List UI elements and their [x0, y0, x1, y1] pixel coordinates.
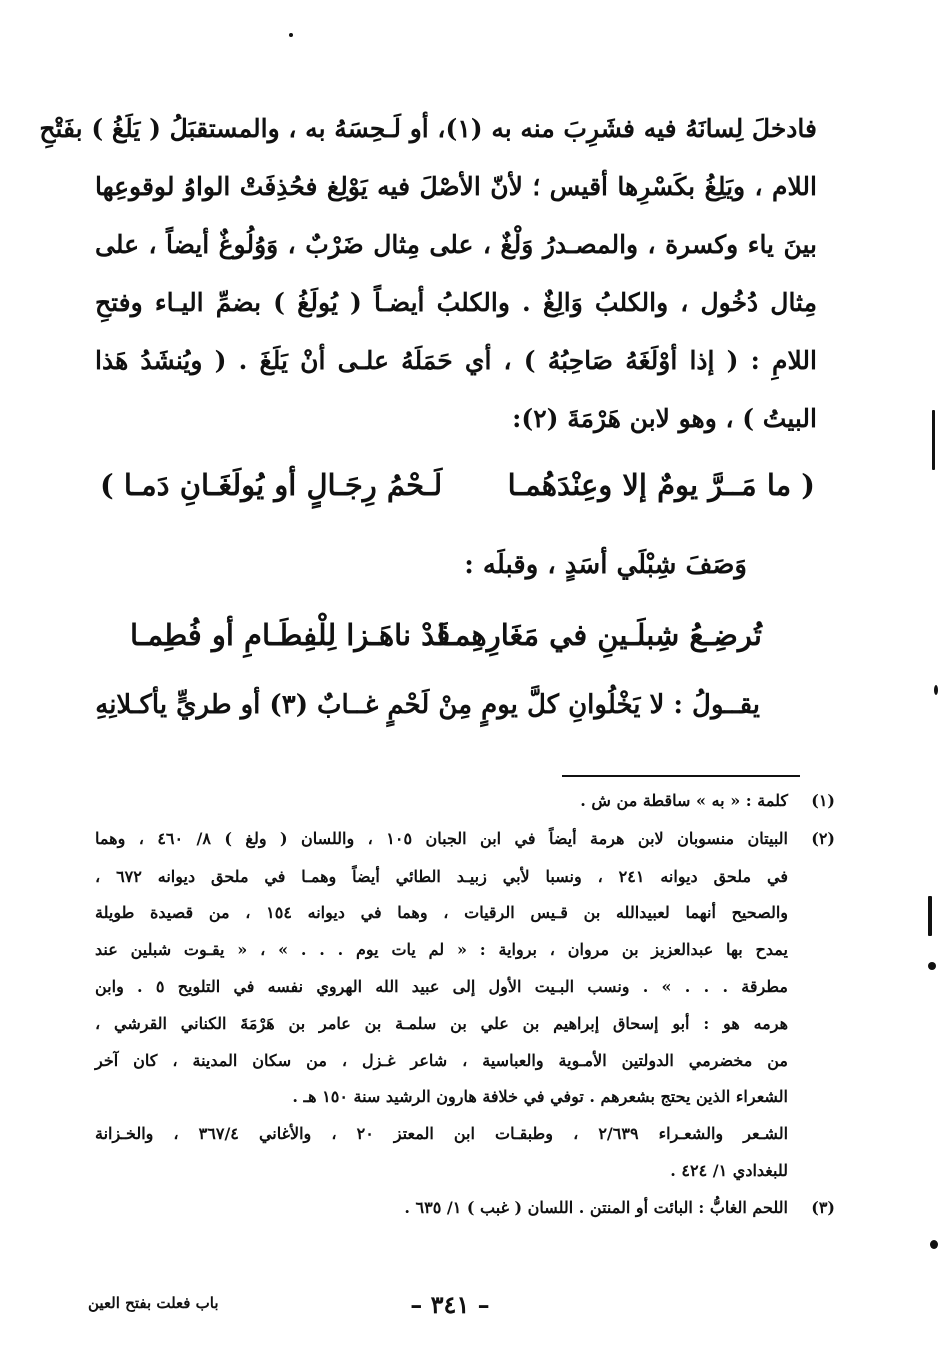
footnote-line: كلمة : « به » ساقطة من ش . [580, 791, 788, 810]
scan-mark [932, 410, 935, 470]
footnote-line: الشـعر والشعـراء ٢/٦٣٩ ، وطبقـات ابن المعتز ٢٠ ، والأغاني ٣٦٧/٤ ، والخـزانة [95, 1124, 789, 1143]
verse-line [100, 468, 815, 512]
footnote-line: يمدح بها عبدالعزيز بن مروان ، برواية : « لم يات يوم . . . » ، « يقـوت شبلين عند [95, 940, 788, 959]
text-line: مِثال دُخُول ، والكلبُ وَالِغٌ . والكلبُ أيضـاً ( يُولَغُ ) بضمِّ اليـاء وفتحِ [95, 288, 817, 317]
footnote-line: الشعراء الذين يحتج بشعرهم . توفي في خلافة هارون الرشيد سنة ١٥٠ هـ . [292, 1087, 788, 1106]
explanation-line: يقــولُ : لا يَخْلُوانِ كلَّ يومٍ مِنْ لَحْمٍ غــابٌ (٣) أو طريٍّ يأكـلانِهِ [95, 690, 760, 720]
verse-second-hemistich: لَـحْمُ رِجَـالٍ أو يُولَغَـانِ دَمـا ) [100, 468, 443, 502]
verse-first-hemistich: ( ما مَــرَّ يومٌ إلا وعِنْدَهُمـا [507, 468, 815, 502]
scan-mark [928, 896, 932, 936]
footnote-line: اللحم الغابُّ : البائت أو المنتن . اللسان ( غبب ) ١/ ٦٣٥ . [404, 1198, 788, 1217]
prose-line: وَصَفَ شِبْلَي أسَدٍ ، وقبلَه : [464, 550, 747, 580]
scan-speck [289, 33, 293, 37]
scan-speck [934, 685, 938, 695]
page-number: – ٣٤١ – [410, 1290, 490, 1319]
text-line: بينَ ياء وكسرة ، والمصـدرُ وَلْغٌ ، على مِثال ضَرْبٌ ، وَوُلُوغٌ أيضاً ، على [95, 230, 817, 259]
footnote-line: البيتان منسوبان لابن هرمة أيضاً في ابن الجبان ١٠٥ ، واللسان ( ولغ ) ٨/ ٤٦٠ ، وهما [95, 829, 788, 848]
verse-line [130, 618, 762, 662]
footnote-number: (١) [811, 791, 835, 810]
footnote-number: (٢) [811, 829, 835, 848]
scan-speck [928, 962, 936, 970]
text-line: اللام ، ويَلِغُ بكَسْرِها أقيس ؛ لأنّ الأصْلَ فيه يَوْلِغ فحُذِفَتْ الواوُ لوقوعِها [95, 172, 817, 201]
chapter-title: باب فعلت بفتح العين [88, 1294, 219, 1312]
footnote-line: هرمه هو : أبو إسحاق إبراهيم بن علي بن سلمـة بن عامر بن هَرْمَةَ الكناني القرشي ، [95, 1014, 788, 1033]
footnote-line: للبغدادي ١/ ٤٢٤ . [670, 1161, 788, 1180]
text-line: البيتُ ) ، وهو لابن هَرْمَةَ (٢): [512, 404, 817, 433]
verse-second-hemistich: قَدْ ناهَـزا لِلْفِطَـامِ أو فُطِمـا [130, 618, 451, 652]
verse-first-hemistich: تُرضِـعُ شِبلَـينِ في مَغَارِهِمـا [437, 618, 762, 652]
scan-speck [930, 1240, 938, 1249]
main-paragraph [39, 100, 817, 448]
footnote-line: مطرقة . . . » . ونسب البـيت الأول إلى عبيد الله الهروي نفسه في التلويح ٥ . وابن [95, 977, 789, 996]
footnote-separator [562, 775, 800, 777]
footnote-line: والصحيح أنهما لعبيدالله بن قـيس الرقيات ، وهما في ديوانه ١٥٤ ، من قصيدة طويلة [95, 903, 788, 922]
footnote-line: من مخضرمي الدولتين الأمـوية والعباسية ، شاعر غـزل ، من سكان المدينة ، كان آخر [95, 1051, 788, 1070]
text-line: اللامِ : ( إذا أوْلَغَهُ صَاحِبُهُ ) ، أي حَمَلَهُ علـى أنْ يَلَغَ . ( ويُنشَدُ هَذا [95, 346, 817, 375]
footnote-number: (٣) [811, 1198, 835, 1217]
footnote-line: في ملحق ديوانه ٢٤١ ، ونسبا لأبي زبيـد الطائي أيضاً وهمـا في ملحق ديوانه ٦٧٢ ، [95, 867, 788, 886]
text-line: فادخلَ لِسانَهُ فيه فشَرِبَ منه به (١)، أو لَـحِسَهُ به ، والمستقبَلُ ( يَلَغُ ) بفَتْحِ [39, 114, 817, 143]
